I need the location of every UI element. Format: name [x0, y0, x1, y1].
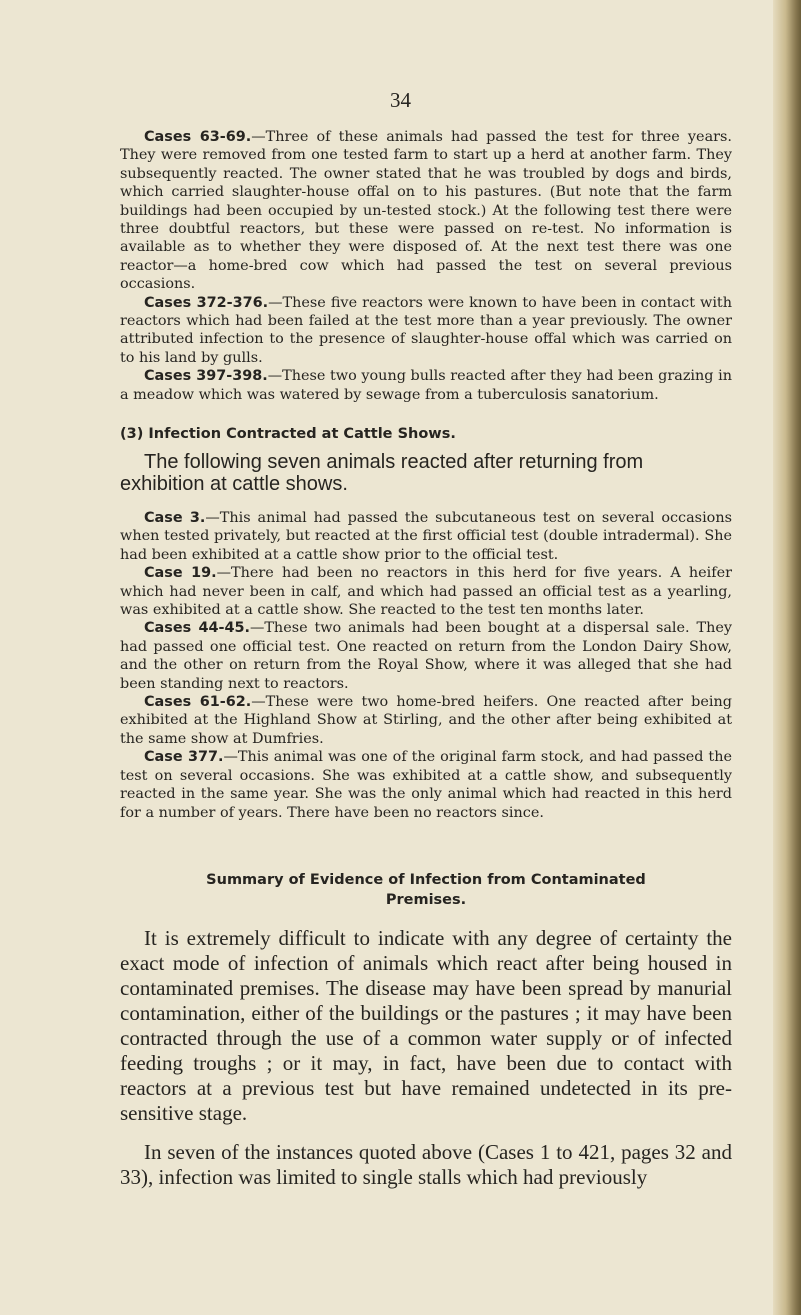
case-label: Cases 44-45.: [144, 620, 250, 637]
case-paragraph-372-376: [120, 294, 732, 368]
case-paragraphs-top: [120, 128, 732, 404]
case-text: —These two young bulls reacted after they had been grazing in a meadow which was watered by sewage from a tuberculosis sanatorium.: [120, 368, 732, 403]
summary-heading-line2: Premises.: [385, 892, 467, 908]
section-intro: The following seven animals reacted after returning from exhibition at cattle shows.: [120, 451, 644, 495]
case-label: Cases 63-69.: [144, 129, 252, 145]
case-label: Cases 397-398.: [144, 368, 268, 385]
case-paragraph-397-398: [120, 367, 732, 404]
case-paragraph-44-45: [120, 619, 732, 693]
case-text: —These were two home-bred heifers. One reacted after being exhibited at the Highland Show at Stirling, and the other after being exhibited at the same show at Dumfries.: [120, 694, 732, 747]
summary-paragraph-2: In seven of the instances quoted above (Cases 1 to 421, pages 32 and 33), infection was limited to single stalls which had previously: [120, 1140, 732, 1189]
section-3: [120, 426, 732, 495]
case-label: Case 377.: [144, 749, 224, 766]
case-text: —These five reactors were known to have been in contact with reactors which had been failed at the test more than a year previously. The owner attributed infection to the presence of slaughter-house offal which was carried on to his land by gulls.: [120, 294, 732, 366]
page-number: 34: [390, 88, 411, 112]
case-text: —This animal was one of the original farm stock, and had passed the test on several occasions. She was exhibited at a cattle show, and subsequently reacted in the same year. She was the only animal which had reacted in this herd for a number of years. There have been no reactors since.: [120, 749, 732, 821]
case-label: Case 3.: [144, 510, 206, 526]
case-paragraph-61-62: [120, 693, 732, 748]
summary-heading: [120, 870, 732, 910]
summary-section: [120, 870, 732, 1190]
case-text: —These two animals had been bought at a dispersal sale. They had passed one official test. One reacted on return from the London Dairy Show, and the other on return from the Royal Show, where it was alleged that she had been standing next to reactors.: [120, 620, 732, 692]
case-label: Cases 372-376.: [144, 294, 269, 311]
case-label: Cases 61-62.: [144, 694, 252, 711]
case-paragraph-19: [120, 564, 732, 619]
section-heading: (3) Infection Contracted at Cattle Shows.: [120, 426, 456, 442]
case-paragraphs-shows: [120, 509, 732, 822]
case-paragraph-3: [120, 509, 732, 564]
case-text: —This animal had passed the subcutaneous test on several occasions when tested privately, but reacted at the first official test (double intradermal). She had been exhibited at a cattle show prior to the official test.: [120, 510, 732, 563]
summary-paragraph-1: It is extremely difficult to indicate with any degree of certainty the exact mode of infection of animals which react after being housed in contaminated premises. The disease may have been spread by manurial contamination, either of the buildings or the pastures ; it may have been contracted through the use of a common water supply or of infected feeding troughs ; or it may, in fact, have been due to contact with reactors at a previous test but have remained undetected in its pre-sensitive stage.: [120, 926, 732, 1125]
case-text: —Three of these animals had passed the test for three years. They were removed from one tested farm to start up a herd at another farm. They subsequently reacted. The owner stated that he was troubled by dogs and birds, which carried slaughter-house offal on to his pastures. (But note that the farm buildings had been occupied by un-tested stock.) At the following test there were three doubtful reactors, but these were passed on re-test. No information is available as to whether they were disposed of. At the next test there was one reactor—a home-bred cow which had passed the test on several previous occasions.: [120, 129, 732, 293]
case-label: Case 19.: [144, 565, 217, 582]
summary-heading-line1: Summary of Evidence of Infection from Contaminated: [206, 872, 646, 888]
case-paragraph-377: [120, 748, 732, 822]
case-paragraph-63-69: [120, 128, 732, 294]
page-edge-shadow: [773, 0, 801, 1315]
case-text: —There had been no reactors in this herd for five years. A heifer which had never been in calf, and which had passed an official test as a yearling, was exhibited at a cattle show. She reacted to the test ten months later.: [120, 565, 732, 619]
